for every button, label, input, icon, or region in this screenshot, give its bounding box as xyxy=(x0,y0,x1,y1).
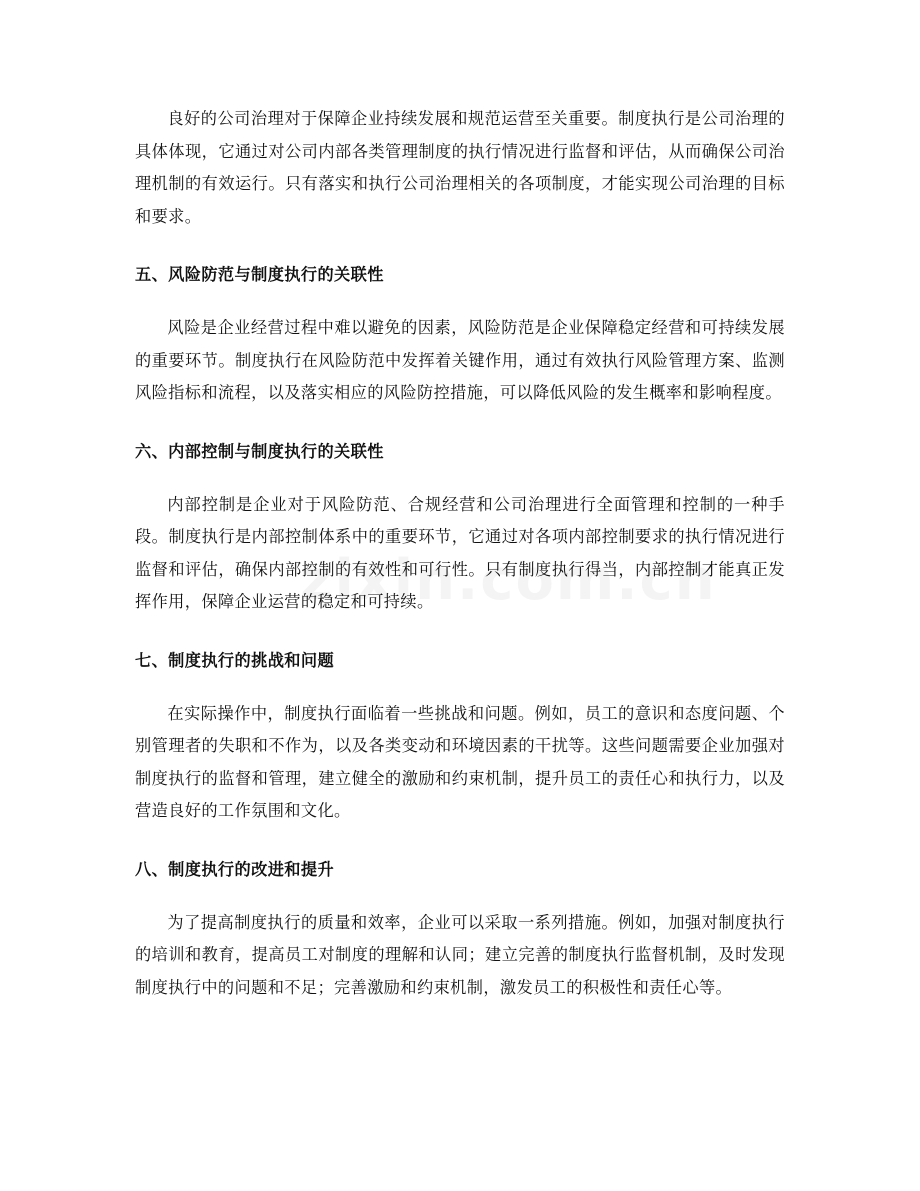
paragraph-governance: 良好的公司治理对于保障企业持续发展和规范运营至关重要。制度执行是公司治理的具体体现，它通过对公司内部各类管理制度的执行情况进行监督和评估，从而确保公司治理机制的有效运行。只有落实和执行公司治理相关的各项制度，才能实现公司治理的目标和要求。 xyxy=(135,109,785,226)
document-page xyxy=(135,103,785,1004)
paragraph-improvement: 为了提高制度执行的质量和效率，企业可以采取一系列措施。例如，加强对制度执行的培训和教育，提高员工对制度的理解和认同；建立完善的制度执行监督机制，及时发现制度执行中的问题和不足；完善激励和约束机制，激发员工的积极性和责任心等。 xyxy=(135,912,785,997)
heading-risk-prevention: 五、风险防范与制度执行的关联性 xyxy=(135,265,384,284)
heading-internal-control: 六、内部控制与制度执行的关联性 xyxy=(135,441,384,461)
heading-improvement: 八、制度执行的改进和提升 xyxy=(135,859,335,879)
heading-challenges: 七、制度执行的挑战和问题 xyxy=(135,650,335,670)
paragraph-challenges: 在实际操作中，制度执行面临着一些挑战和问题。例如，员工的意识和态度问题、个别管理者的失职和不作为，以及各类变动和环境因素的干扰等。这些问题需要企业加强对制度执行的监督和管理，建立健全的激励和约束机制，提升员工的责任心和执行力，以及营造良好的工作氛围和文化。 xyxy=(135,703,785,820)
paragraph-internal-control: 内部控制是企业对于风险防范、合规经营和公司治理进行全面管理和控制的一种手段。制度执行是内部控制体系中的重要环节，它通过对各项内部控制要求的执行情况进行监督和评估，确保内部控制的有效性和可行性。只有制度执行得当，内部控制才能真正发挥作用，保障企业运营的稳定和可持续。 xyxy=(135,494,785,611)
paragraph-risk-prevention: 风险是企业经营过程中难以避免的因素，风险防范是企业保障稳定经营和可持续发展的重要环节。制度执行在风险防范中发挥着关键作用，通过有效执行风险管理方案、监测风险指标和流程，以及落实相应的风险防控措施，可以降低风险的发生概率和影响程度。 xyxy=(135,318,785,402)
